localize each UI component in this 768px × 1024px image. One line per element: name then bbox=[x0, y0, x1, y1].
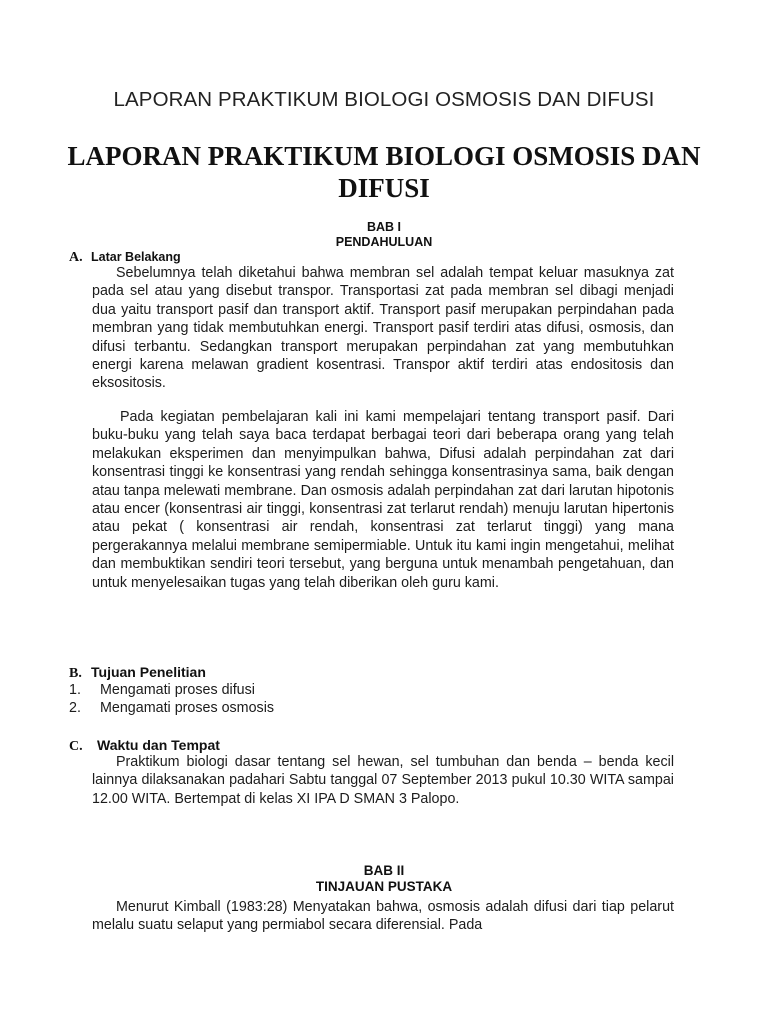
section-letter: C. bbox=[69, 739, 83, 754]
section-letter: A. bbox=[69, 250, 83, 265]
list-text: Mengamati proses difusi bbox=[100, 682, 255, 698]
chapter-title: TINJAUAN PUSTAKA bbox=[315, 879, 453, 894]
section-heading-text: Waktu dan Tempat bbox=[97, 737, 220, 753]
section-heading-text: Latar Belakang bbox=[91, 250, 181, 264]
chapter-title: PENDAHULUAN bbox=[335, 235, 433, 249]
section-heading-b bbox=[69, 664, 206, 682]
paragraph: Sebelumnya telah diketahui bahwa membran sel adalah tempat keluar masuknya zat pada sel atau yang disebut transpor. Transportasi zat pada membran sel dibagi menjadi dua yaitu transport pasif dan transport aktif. Transport pasif merupakan perpindahan pada membran yang tidak membutuhkan energi. Transport pasif terdiri atas difusi, osmosis, dan difusi terbantu. Sedangkan transport merupakan perpindahan zat yang membutuhkan energi karena melawan gradient kosentrasi. Transpor aktif terdiri atas endositosis dan eksositosis. bbox=[92, 265, 674, 392]
section-heading-text: Tujuan Penelitian bbox=[91, 664, 206, 680]
chapter-label: BAB II bbox=[363, 863, 405, 878]
objectives-list bbox=[69, 681, 669, 718]
list-item bbox=[69, 681, 669, 699]
document-title: LAPORAN PRAKTIKUM BIOLOGI OSMOSIS DAN DIFUSI bbox=[67, 141, 701, 203]
list-number: 2. bbox=[69, 700, 81, 717]
page-title: LAPORAN PRAKTIKUM BIOLOGI OSMOSIS DAN DIFUSI bbox=[113, 88, 655, 111]
paragraph: Praktikum biologi dasar tentang sel hewan, sel tumbuhan dan benda – benda kecil lainnya dilaksanakan padahari Sabtu tanggal 07 September 2013 pukul 10.30 WITA sampai 12.00 WITA. Bertempat di kelas XI IPA D SMAN 3 Palopo. bbox=[92, 754, 674, 807]
paragraph: Menurut Kimball (1983:28) Menyatakan bahwa, osmosis adalah difusi dari tiap pelarut melalu suatu selaput yang permiabol secara diferensial. Pada bbox=[92, 899, 674, 934]
paragraph: Pada kegiatan pembelajaran kali ini kami mempelajari tentang transport pasif. Dari buku-buku yang telah saya baca terdapat berbagai teori dari beberapa orang yang telah melakukan eksperimen dan menyimpulkan bahwa, Difusi adalah perpindahan zat dari konsentrasi tinggi ke konsentrasi yang rendah sehingga konsentrasinya sama, baik dengan atau tanpa melewati membrane. Dan osmosis adalah perpindahan zat dari larutan hipotonis atau encer (konsentrasi air tinggi, konsentrasi zat terlarut rendah) menuju larutan hipertonis atau pekat ( konsentrasi air rendah, konsentrasi zat terlarut tinggi) yang mana pergerakannya melalui membrane semipermiable. Untuk itu kami ingin mengetahui, melihat dan membuktikan sendiri teori tersebut, yang berguna untuk menambah pengetahuan, dan untuk menyelesaikan tugas yang telah diberikan oleh guru kami. bbox=[92, 409, 674, 591]
section-letter: B. bbox=[69, 666, 82, 681]
list-item bbox=[69, 699, 669, 717]
chapter-label: BAB I bbox=[366, 220, 402, 234]
list-text: Mengamati proses osmosis bbox=[100, 700, 275, 717]
list-number: 1. bbox=[69, 682, 81, 698]
